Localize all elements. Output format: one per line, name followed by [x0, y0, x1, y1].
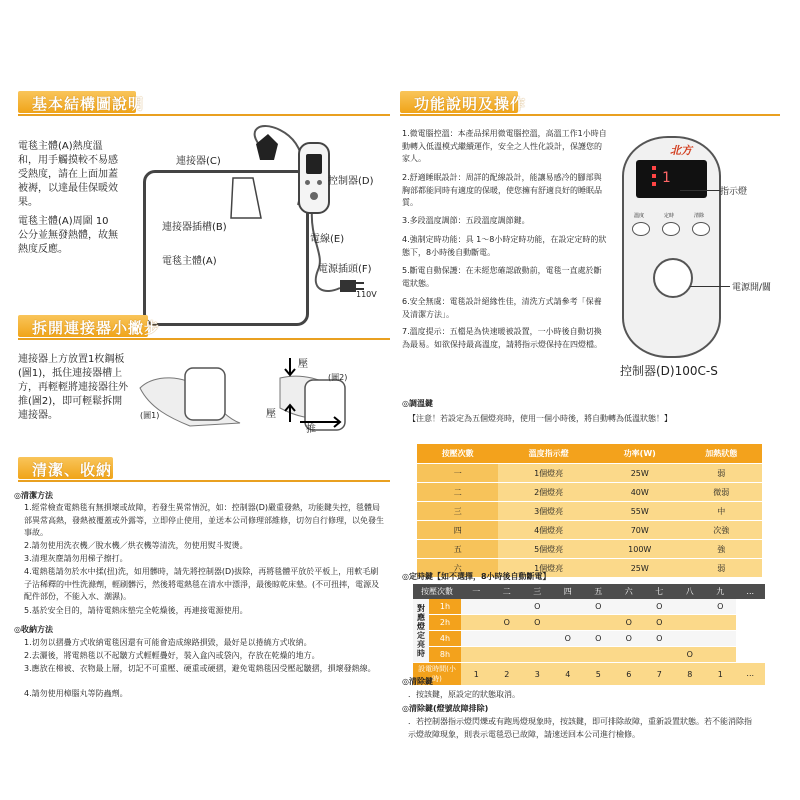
table-cell: 7: [644, 663, 675, 686]
table-cell: [492, 647, 523, 663]
table-cell: 二: [417, 483, 498, 502]
table-cell: [705, 631, 736, 647]
table-cell: 2個燈亮: [498, 483, 599, 502]
temp-key-note: 【注意！若設定為五個燈亮時，使用一個小時後，將自動轉為低溫狀態！】: [408, 414, 672, 423]
cleaning-item: 3.清理灰塵請勿用梯子擦打。: [24, 554, 128, 563]
timer-button[interactable]: [662, 222, 680, 236]
section-title-functions: 功能說明及操作: [414, 95, 527, 113]
table-header: 一: [461, 584, 492, 599]
table-cell: [614, 647, 645, 663]
table-header-row: [417, 444, 762, 464]
temp-key-heading: ◎調溫鍵: [402, 399, 433, 408]
table-cell: [553, 647, 584, 663]
table-cell: 100W: [599, 540, 681, 559]
function-item: 3.多段溫度調節：五段溫度調節鍵。: [402, 216, 530, 225]
table-header: 七: [644, 584, 675, 599]
table-cell: 弱: [681, 464, 762, 483]
cleaning-heading: ◎清潔方法: [14, 491, 53, 500]
table-cell: 3: [522, 663, 553, 686]
temperature-button[interactable]: [632, 222, 650, 236]
table-header: 四: [553, 584, 584, 599]
table-row: [413, 615, 765, 631]
table-cell: 8: [675, 663, 706, 686]
table-cell: [705, 647, 736, 663]
table-cell: 2: [492, 663, 523, 686]
fig1-label: (圖1): [140, 411, 160, 420]
pointer-line-power: [690, 286, 730, 287]
brand-logo: 北方: [670, 144, 692, 157]
section-header-functions: [400, 88, 780, 114]
table-cell: O: [583, 631, 614, 647]
table-header: 加熱狀態: [681, 444, 762, 464]
table-cell: [614, 599, 645, 615]
table-cell: [675, 599, 706, 615]
section-title-structure: 基本結構圖說明: [32, 95, 145, 113]
clear-key-heading: ◎清除鍵: [402, 677, 433, 686]
table-row: [413, 631, 765, 647]
table-cell: 次強: [681, 521, 762, 540]
table-cell: O: [644, 615, 675, 631]
table-cell: [461, 647, 492, 663]
table-cell: [461, 631, 492, 647]
table-cell: 4: [553, 663, 584, 686]
section-header-structure: [18, 88, 390, 114]
table-header: 按壓次數: [417, 444, 498, 464]
table-row: [413, 647, 765, 663]
table-row: [413, 663, 765, 686]
cleaning-item: 2.請勿使用洗衣機／脫水機／烘衣機等清洗，勿使用熨斗熨燙。: [24, 541, 248, 550]
table-header: 五: [583, 584, 614, 599]
table-header: ...: [736, 584, 766, 599]
table-cell: O: [583, 599, 614, 615]
table-cell: O: [492, 615, 523, 631]
label-connector: 連接器(C): [176, 156, 221, 167]
table-cell: [553, 615, 584, 631]
timer-key-heading: ◎定時鍵【如不選擇，8小時後自動斷電】: [402, 572, 551, 581]
table-cell: [492, 631, 523, 647]
press-label-top: 壓: [298, 359, 308, 370]
table-cell: 1h: [429, 599, 461, 615]
table-cell: 五: [417, 540, 498, 559]
table-cell: 2h: [429, 615, 461, 631]
cleaning-item: 5.基於安全目的，請待電熱床墊完全乾燥後，再連接電源使用。: [24, 606, 248, 615]
table-cell: O: [614, 615, 645, 631]
section-header-connector-tip: [18, 312, 390, 338]
label-voltage: 110V: [356, 290, 377, 299]
table-cell: [492, 599, 523, 615]
storage-item: 3.應放在棉被、衣物最上層，切記不可重壓、硬重或硬摺，避免電熱毯因受壓起皺摺，損壞發熱線。: [24, 664, 376, 673]
table-cell: ...: [736, 663, 766, 686]
clear-fault-heading: ◎清除鍵(燈號故障排除): [402, 704, 489, 713]
function-item: 7.溫度提示：五檔是為快速暖被設置，一小時後自動切換為最易。如欲保持最高溫度，請將指示燈保持在四燈檔。: [402, 327, 602, 349]
structure-text-b: 電毯主體(A)周圍 10公分並無發熱體，故無熱度反應。: [18, 216, 118, 255]
table-cell: 1個燈亮: [498, 464, 599, 483]
function-item: 6.安全無虞：電毯設計絕緣性佳，清洗方式請參考「保養及清潔方法」。: [402, 297, 602, 319]
table-cell: 六: [417, 559, 498, 578]
table-cell: [522, 647, 553, 663]
table-cell: [522, 631, 553, 647]
table-cell: 微弱: [681, 483, 762, 502]
table-cell: O: [675, 647, 706, 663]
table-cell: O: [522, 615, 553, 631]
table-cell: 弱: [681, 559, 762, 578]
push-label: 推: [306, 424, 316, 435]
label-body: 電毯主體(A): [162, 256, 217, 267]
table-header: 九: [705, 584, 736, 599]
table-cell: 5: [583, 663, 614, 686]
table-row: [417, 521, 762, 540]
table-header: 按壓次數: [413, 584, 461, 599]
table-cell: O: [644, 599, 675, 615]
table-cell: O: [522, 599, 553, 615]
table-header-row: [413, 584, 765, 599]
table-cell: 1個燈亮: [498, 559, 599, 578]
table-header: 功率(W): [599, 444, 681, 464]
label-plug: 電源插頭(F): [318, 264, 372, 275]
table-cell: [553, 599, 584, 615]
table-cell: 1: [705, 663, 736, 686]
storage-item: 4.請勿使用樟腦丸等防蟲劑。: [24, 689, 128, 698]
label-power-switch: 電源開/關: [732, 283, 772, 293]
timer-side-label: 對應燈定亮時: [413, 599, 429, 663]
table-cell: [583, 615, 614, 631]
table-header: 溫度指示燈: [498, 444, 599, 464]
table-cell: O: [614, 631, 645, 647]
cleaning-item: 1.經常檢查電熱毯有無損壞或故障，若發生異常情況，如：控制器(D)嚴重發熱，功能鍵失控，毯體局部異常高熱，發熱被覆蓋或外露等，立即停止使用，並送本公司修理部維修，切勿自行修理，以免發生事故。: [24, 503, 384, 537]
controller-illustration: [298, 142, 330, 214]
table-cell: 6: [614, 663, 645, 686]
storage-heading: ◎收納方法: [14, 625, 53, 634]
label-indicator-light: 指示燈: [720, 187, 748, 197]
table-row: [417, 483, 762, 502]
clear-fault-text: ．若控制器指示燈閃爍或有跑馬燈現象時，按該鍵，即可排除故障，重新設置狀態。若不能消除指示燈故障現象，則表示電毯恐已故障，請速送回本公司進行檢修。: [408, 717, 752, 739]
table-cell: 4個燈亮: [498, 521, 599, 540]
table-cell: 55W: [599, 502, 681, 521]
clear-key-text: ．按該鍵，原設定的狀態取消。: [408, 690, 520, 699]
table-cell: [705, 615, 736, 631]
connector-removal-illustration: [130, 348, 370, 432]
table-cell: [461, 599, 492, 615]
table-header: 六: [614, 584, 645, 599]
remote-controller-illustration: [622, 136, 721, 358]
table-cell: 1: [461, 663, 492, 686]
table-cell: 設電時間(小時): [413, 663, 461, 686]
table-row: [417, 464, 762, 483]
table-header: 八: [675, 584, 706, 599]
table-cell: 25W: [599, 464, 681, 483]
table-cell: [675, 631, 706, 647]
table-cell: [675, 615, 706, 631]
table-cell: [583, 647, 614, 663]
fig2-label: (圖2): [328, 373, 348, 382]
remote-caption: 控制器(D)100C-S: [620, 364, 718, 378]
table-cell: 三: [417, 502, 498, 521]
table-header: 三: [522, 584, 553, 599]
section-header-cleaning: [18, 454, 390, 480]
function-item: 5.斷電自動保護：在未經您確認啟動前，電毯一直處於斷電狀態。: [402, 266, 602, 288]
cleaning-item: 4.電熱毯請勿於水中揉(扭)洗，如用髒時，請先將控制器(D)拔除，再將毯體平放於平板上，用軟毛刷子沾稀釋的中性洗滌劑，輕刷髒污，然後將電熱毯在清水中漂淨，最後晾乾床墊。(不可扭摔，電源及配件部份，不能入水、潮濕)。: [24, 567, 380, 601]
function-item: 4.強制定時功能：具 1～8小時定時功能，在設定定時的狀態下，8小時後自動斷電。: [402, 235, 607, 257]
table-cell: 四: [417, 521, 498, 540]
table-cell: 5個燈亮: [498, 540, 599, 559]
table-header: 二: [492, 584, 523, 599]
label-wire: 電線(E): [310, 234, 345, 245]
function-item: 1.微電腦控溫：本產品採用微電腦控溫，高溫工作1小時自動轉入低溫模式繼續運作，安全之人性化設計，保護您的家人。: [402, 129, 607, 163]
storage-item: 2.去灑後，將電熱毯以不起皺方式輕輕疊好，裝入盒內或袋內，存放在乾燥的地方。: [24, 651, 320, 660]
label-socket: 連接器插槽(B): [162, 222, 227, 233]
table-cell: 一: [417, 464, 498, 483]
remote-btn-label: 溫度: [634, 213, 645, 219]
timer-table: [413, 584, 765, 686]
table-cell: 強: [681, 540, 762, 559]
function-item: 2.舒適睡眠設計：周詳的配線設計，能讓易感冷的腳部與胸部都能同時有適度的保暖，使您擁有舒適良好的睡眠品質。: [402, 173, 602, 207]
heat-level-table: [417, 444, 762, 577]
section-title-connector-tip: 拆開連接器小撇步: [32, 319, 161, 337]
press-label-bottom: 壓: [266, 409, 276, 420]
table-cell: 8h: [429, 647, 461, 663]
table-cell: 中: [681, 502, 762, 521]
table-row: [417, 502, 762, 521]
table-cell: [644, 647, 675, 663]
remote-btn-label: 定時: [664, 213, 675, 219]
table-cell: O: [644, 631, 675, 647]
pointer-line-light: [680, 190, 720, 191]
remote-btn-label: 清除: [694, 213, 705, 219]
table-cell: 3個燈亮: [498, 502, 599, 521]
connector-tip-text: 連接器上方放置1枚鋼板(圖1)，抵住連接器槽上方，再輕輕將連接器往外推(圖2)，即可輕鬆拆開連接器。: [18, 354, 128, 421]
table-cell: 25W: [599, 559, 681, 578]
section-title-cleaning: 清潔、收納: [32, 461, 113, 479]
table-cell: O: [705, 599, 736, 615]
structure-text-a: 電毯主體(A)熱度溫和，用手觸摸較不易感受熱度，請在上面加蓋被褥，以達最佳保暖效果。: [18, 141, 118, 208]
label-controller: 控制器(D): [328, 176, 374, 187]
power-button[interactable]: [653, 258, 693, 298]
blanket-wiring-illustration: [150, 120, 390, 310]
table-row: [417, 540, 762, 559]
table-cell: [461, 615, 492, 631]
table-cell: O: [553, 631, 584, 647]
table-row: [413, 599, 765, 615]
storage-item: 1.切勿以摺疊方式收納電毯因還有可能會造成線路損毀，最好是以捲繞方式收納。: [24, 638, 312, 647]
clear-button[interactable]: [692, 222, 710, 236]
table-cell: 4h: [429, 631, 461, 647]
table-cell: 70W: [599, 521, 681, 540]
table-cell: 40W: [599, 483, 681, 502]
remote-display: 1: [636, 160, 707, 198]
